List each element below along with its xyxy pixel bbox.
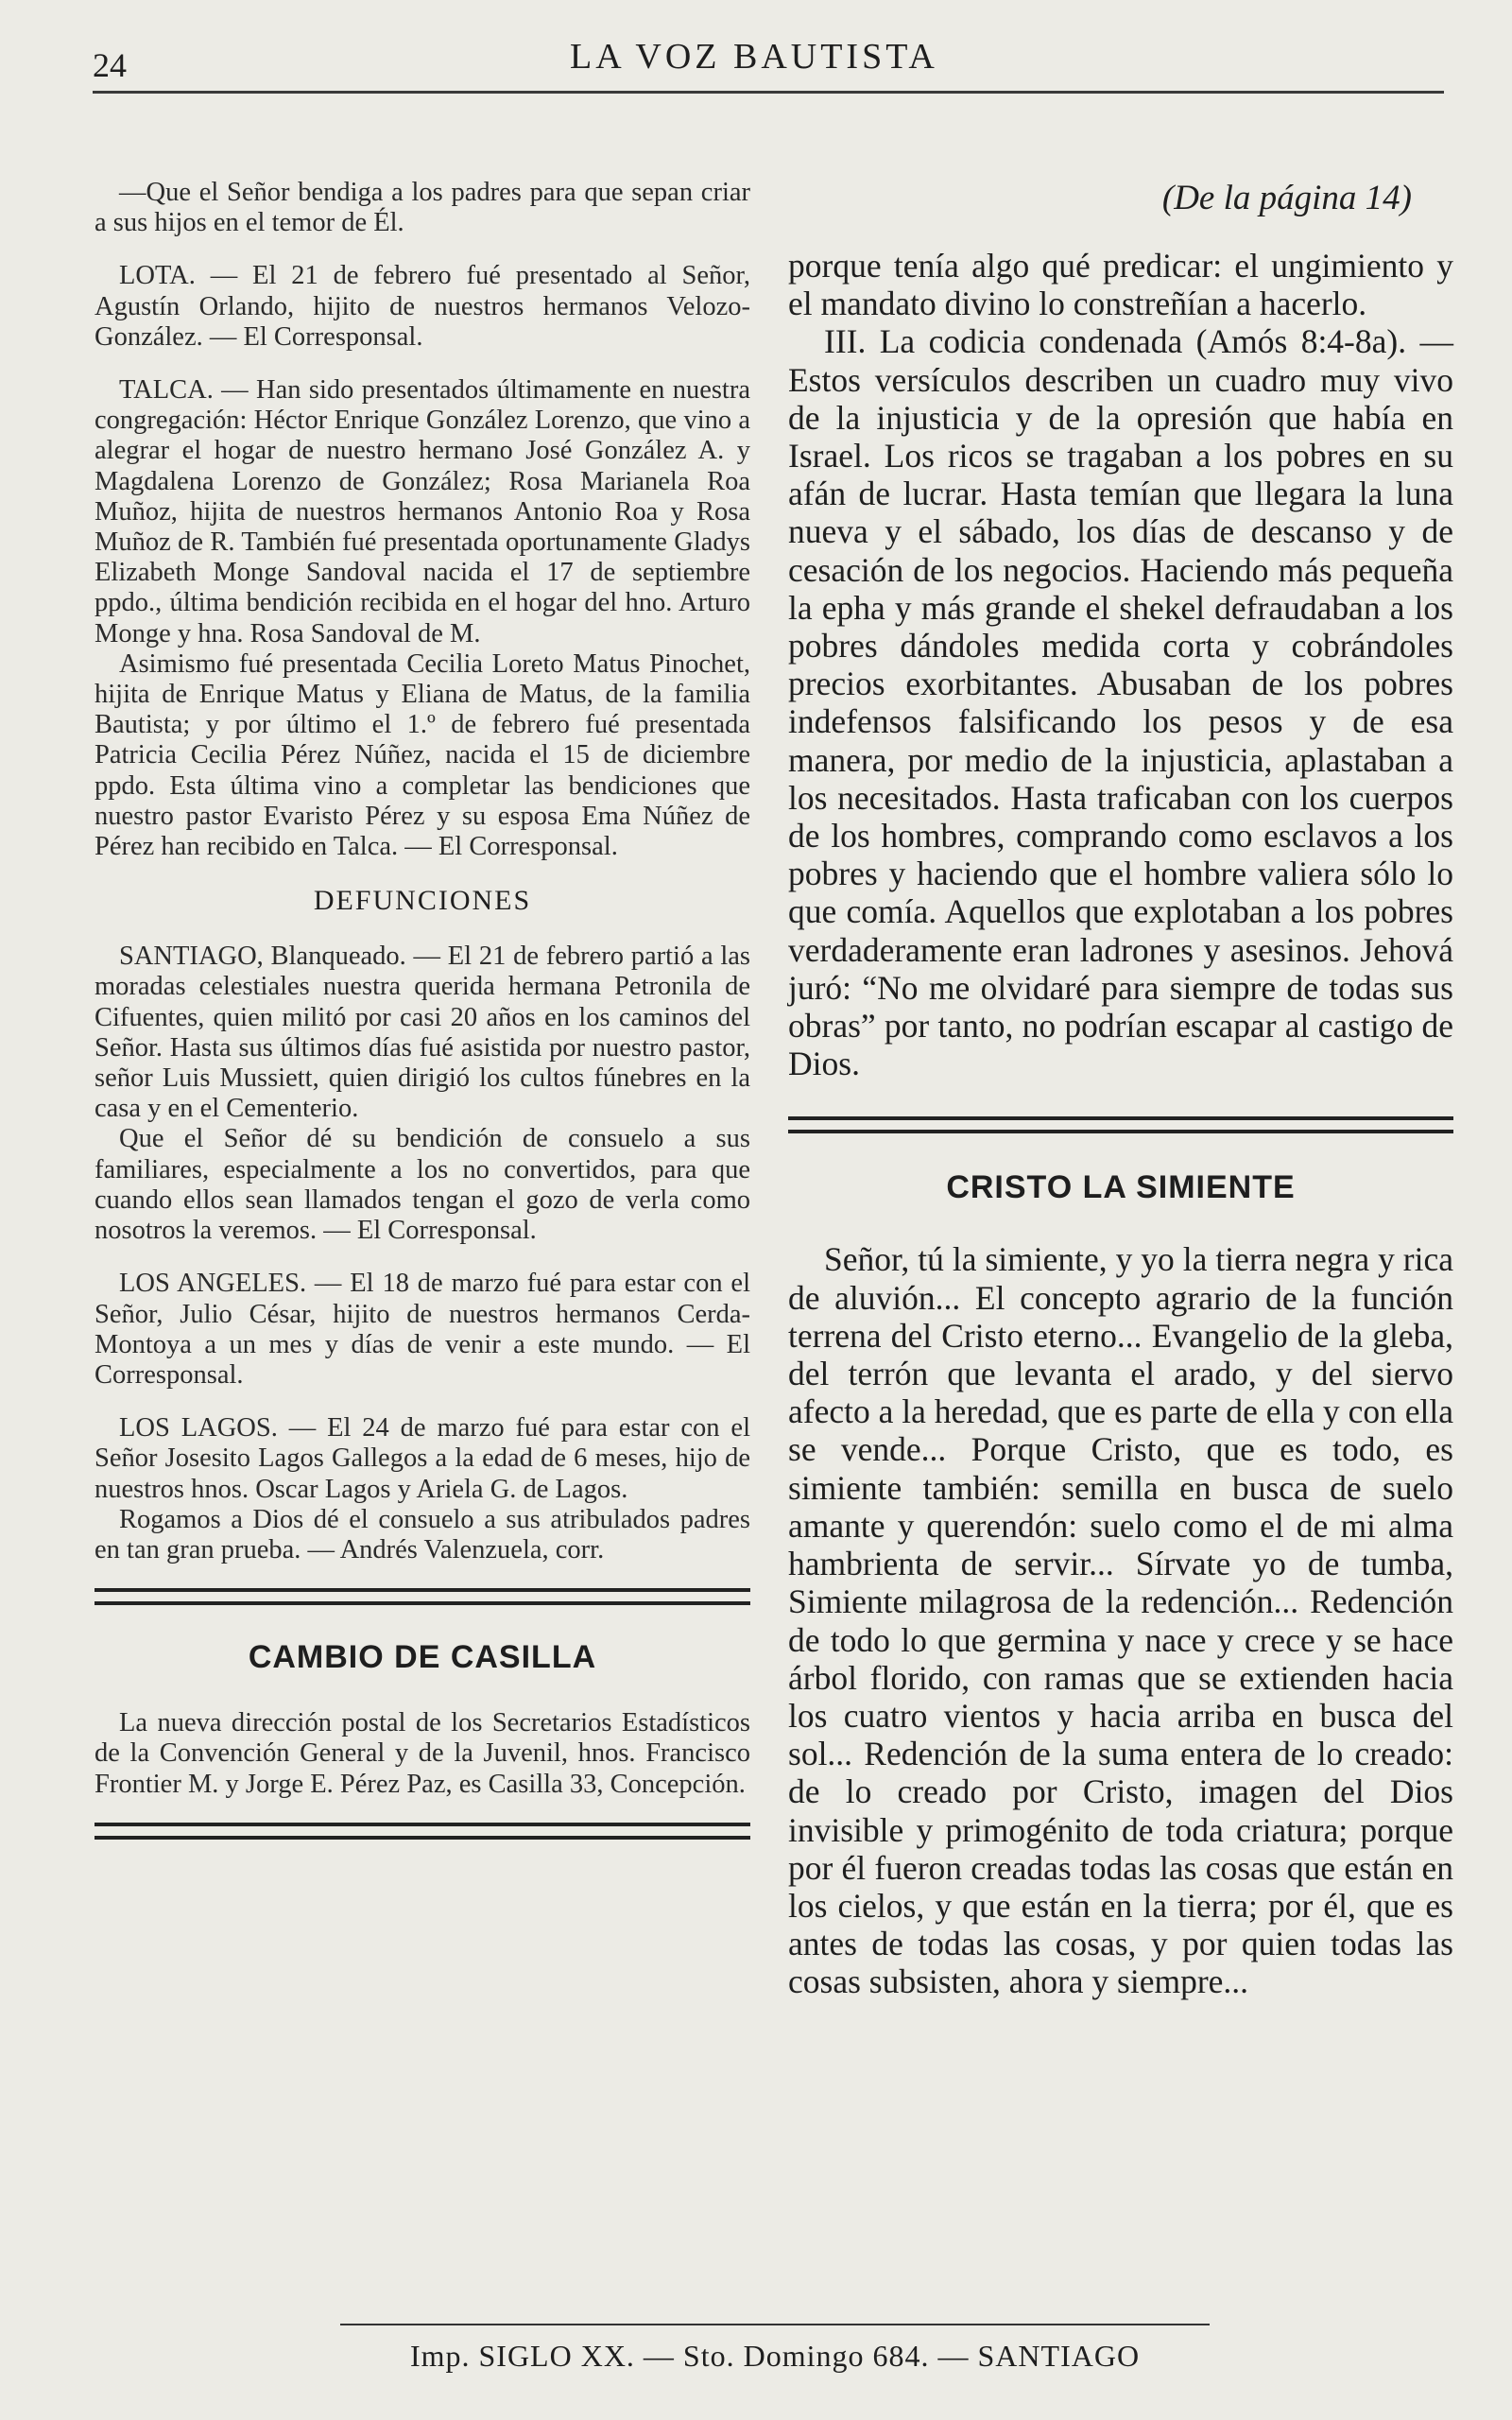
page-header <box>93 26 1444 102</box>
double-rule <box>788 1116 1453 1133</box>
news-paragraph: SANTIAGO, Blanqueado. — El 21 de febrero partió a las moradas celestiales nuestra querida hermana Petronila de Cifuentes, quien militó por casi 20 años en los caminos del Señor. Hasta sus últimos días fué asistida por nuestro pastor, señor Luis Mussiett, quien dirigió los cultos fúnebres en la casa y en el Cementerio. <box>94 942 750 1124</box>
continuation-reference: (De la página 14) <box>1161 179 1412 217</box>
news-paragraph: Que el Señor dé su bendición de consuelo a sus familiares, especialmente a los no convertidos, para que cuando ellos sean llamados tengan el gozo de verla como nosotros la veremos. — El Corresponsal. <box>94 1124 750 1246</box>
box-title: CAMBIO DE CASILLA <box>248 1639 597 1676</box>
page-footer <box>340 2324 1210 2374</box>
page-number: 24 <box>93 46 127 84</box>
box-text: La nueva dirección postal de los Secretarios Estadísticos de la Convención General y de la Juvenil, hnos. Francisco Frontier M. y Jorge E. Pérez Paz, es Casilla 33, Concepción. <box>94 1708 750 1799</box>
news-paragraph: LOTA. — El 21 de febrero fué presentado al Señor, Agustín Orlando, hijito de nuestros hermanos Velozo-González. — El Corresponsal. <box>94 261 750 352</box>
imprint-text: Imp. SIGLO XX. — Sto. Domingo 684. — SANTIAGO <box>409 2339 1141 2373</box>
article-paragraph: Señor, tú la simiente, y yo la tierra negra y rica de aluvión... El concepto agrario de la función terrena del Cristo eterno... Evangelio de la gleba, del terrón que levanta el arado, y del siervo afecto a la heredad, que es parte de ella y con ella se vende... Porque Cristo, que es todo, es simiente también: semilla en busca de suelo amante y querendón: suelo como el de mi alma hambrienta de servir... Sírvate yo de tumba, Simiente milagrosa de la redención... Redención de todo lo que germina y nace y crece y se hace árbol florido, con ramas que se extienden hacia los cuatro vientos y hacia arriba en busca del sol... Redención de la suma entera de lo creado: de lo creado por Cristo, imagen del Dios invisible y primogénito de toda criatura; porque por él fueron creadas todas las cosas que están en los cielos, y que están en la tierra; por él, que es antes de todas las cosas, y por quien todas las cosas subsisten, ahora y siempre... <box>788 1240 1453 2001</box>
header-rule <box>93 91 1444 94</box>
publication-title: LA VOZ BAUTISTA <box>570 37 938 77</box>
double-rule <box>94 1823 750 1840</box>
article-title: CRISTO LA SIMIENTE <box>946 1169 1296 1206</box>
news-paragraph: Rogamos a Dios dé el consuelo a sus atribulados padres en tan gran prueba. — Andrés Valenzuela, corr. <box>94 1504 750 1564</box>
news-paragraph: —Que el Señor bendiga a los padres para que sepan criar a sus hijos en el temor de Él. <box>94 178 750 238</box>
left-column <box>94 178 750 1840</box>
news-paragraph: Asimismo fué presentada Cecilia Loreto Matus Pinochet, hijita de Enrique Matus y Eliana de Matus, de la familia Bautista; y por último el 1.º de febrero fué presentada Patricia Cecilia Pérez Núñez, nacida el 15 de diciembre ppdo. Esta última vino a completar las bendiciones que nuestro pastor Evaristo Pérez y su esposa Ema Núñez de Pérez han recibido en Talca. — El Corresponsal. <box>94 648 750 862</box>
article-paragraph: III. La codicia condenada (Amós 8:4-8a). — Estos versículos describen un cuadro muy vivo de la injusticia y de la opresión que había en Israel. Los ricos se tragaban a los pobres en su afán de lucrar. Hasta temían que llegara la luna nueva y el sábado, los días de descanso y de cesación de los negocios. Haciendo más pequeña la epha y más grande el shekel defraudaban a los pobres dándoles medida corta y cobrándoles precios exorbitantes. Abusaban de los pobres indefensos falsificando los pesos y de esa manera, por medio de la injusticia, aplastaban a los necesitados. Hasta traficaban con los cuerpos de los hombres, comprando como esclavos a los pobres y haciendo que el hombre valiera sólo lo que comía. Aquellos que explotaban a los pobres verdaderamente eran ladrones y asesinos. Jehová juró: “No me olvidaré para siempre de todas sus obras” por tanto, no podrían escapar al castigo de Dios. <box>788 322 1453 1083</box>
section-heading-defunciones: DEFUNCIONES <box>313 885 532 917</box>
double-rule <box>94 1588 750 1605</box>
news-paragraph: LOS ANGELES. — El 18 de marzo fué para estar con el Señor, Julio César, hijito de nuestros hermanos Cerda-Montoya a un mes y días de venir a este mundo. — El Corresponsal. <box>94 1269 750 1390</box>
footer-rule <box>340 2324 1210 2325</box>
news-paragraph: LOS LAGOS. — El 24 de marzo fué para estar con el Señor Josesito Lagos Gallegos a la edad de 6 meses, hijo de nuestros hnos. Oscar Lagos y Ariela G. de Lagos. <box>94 1413 750 1504</box>
news-paragraph: TALCA. — Han sido presentados últimamente en nuestra congregación: Héctor Enrique González Lorenzo, que vino a alegrar el hogar de nuestro hermano José González A. y Magdalena Lorenzo de González; Rosa Marianela Roa Muñoz, hijita de nuestros hermanos Antonio Roa y Rosa Muñoz de R. También fué presentada oportunamente Gladys Elizabeth Monge Sandoval nacida el 17 de septiembre ppdo., última bendición recibida en el hogar del hno. Arturo Monge y hna. Rosa Sandoval de M. <box>94 375 750 648</box>
right-column <box>788 178 1453 2001</box>
article-paragraph: porque tenía algo qué predicar: el ungimiento y el mandato divino lo constreñían a hacerlo. <box>788 247 1453 323</box>
